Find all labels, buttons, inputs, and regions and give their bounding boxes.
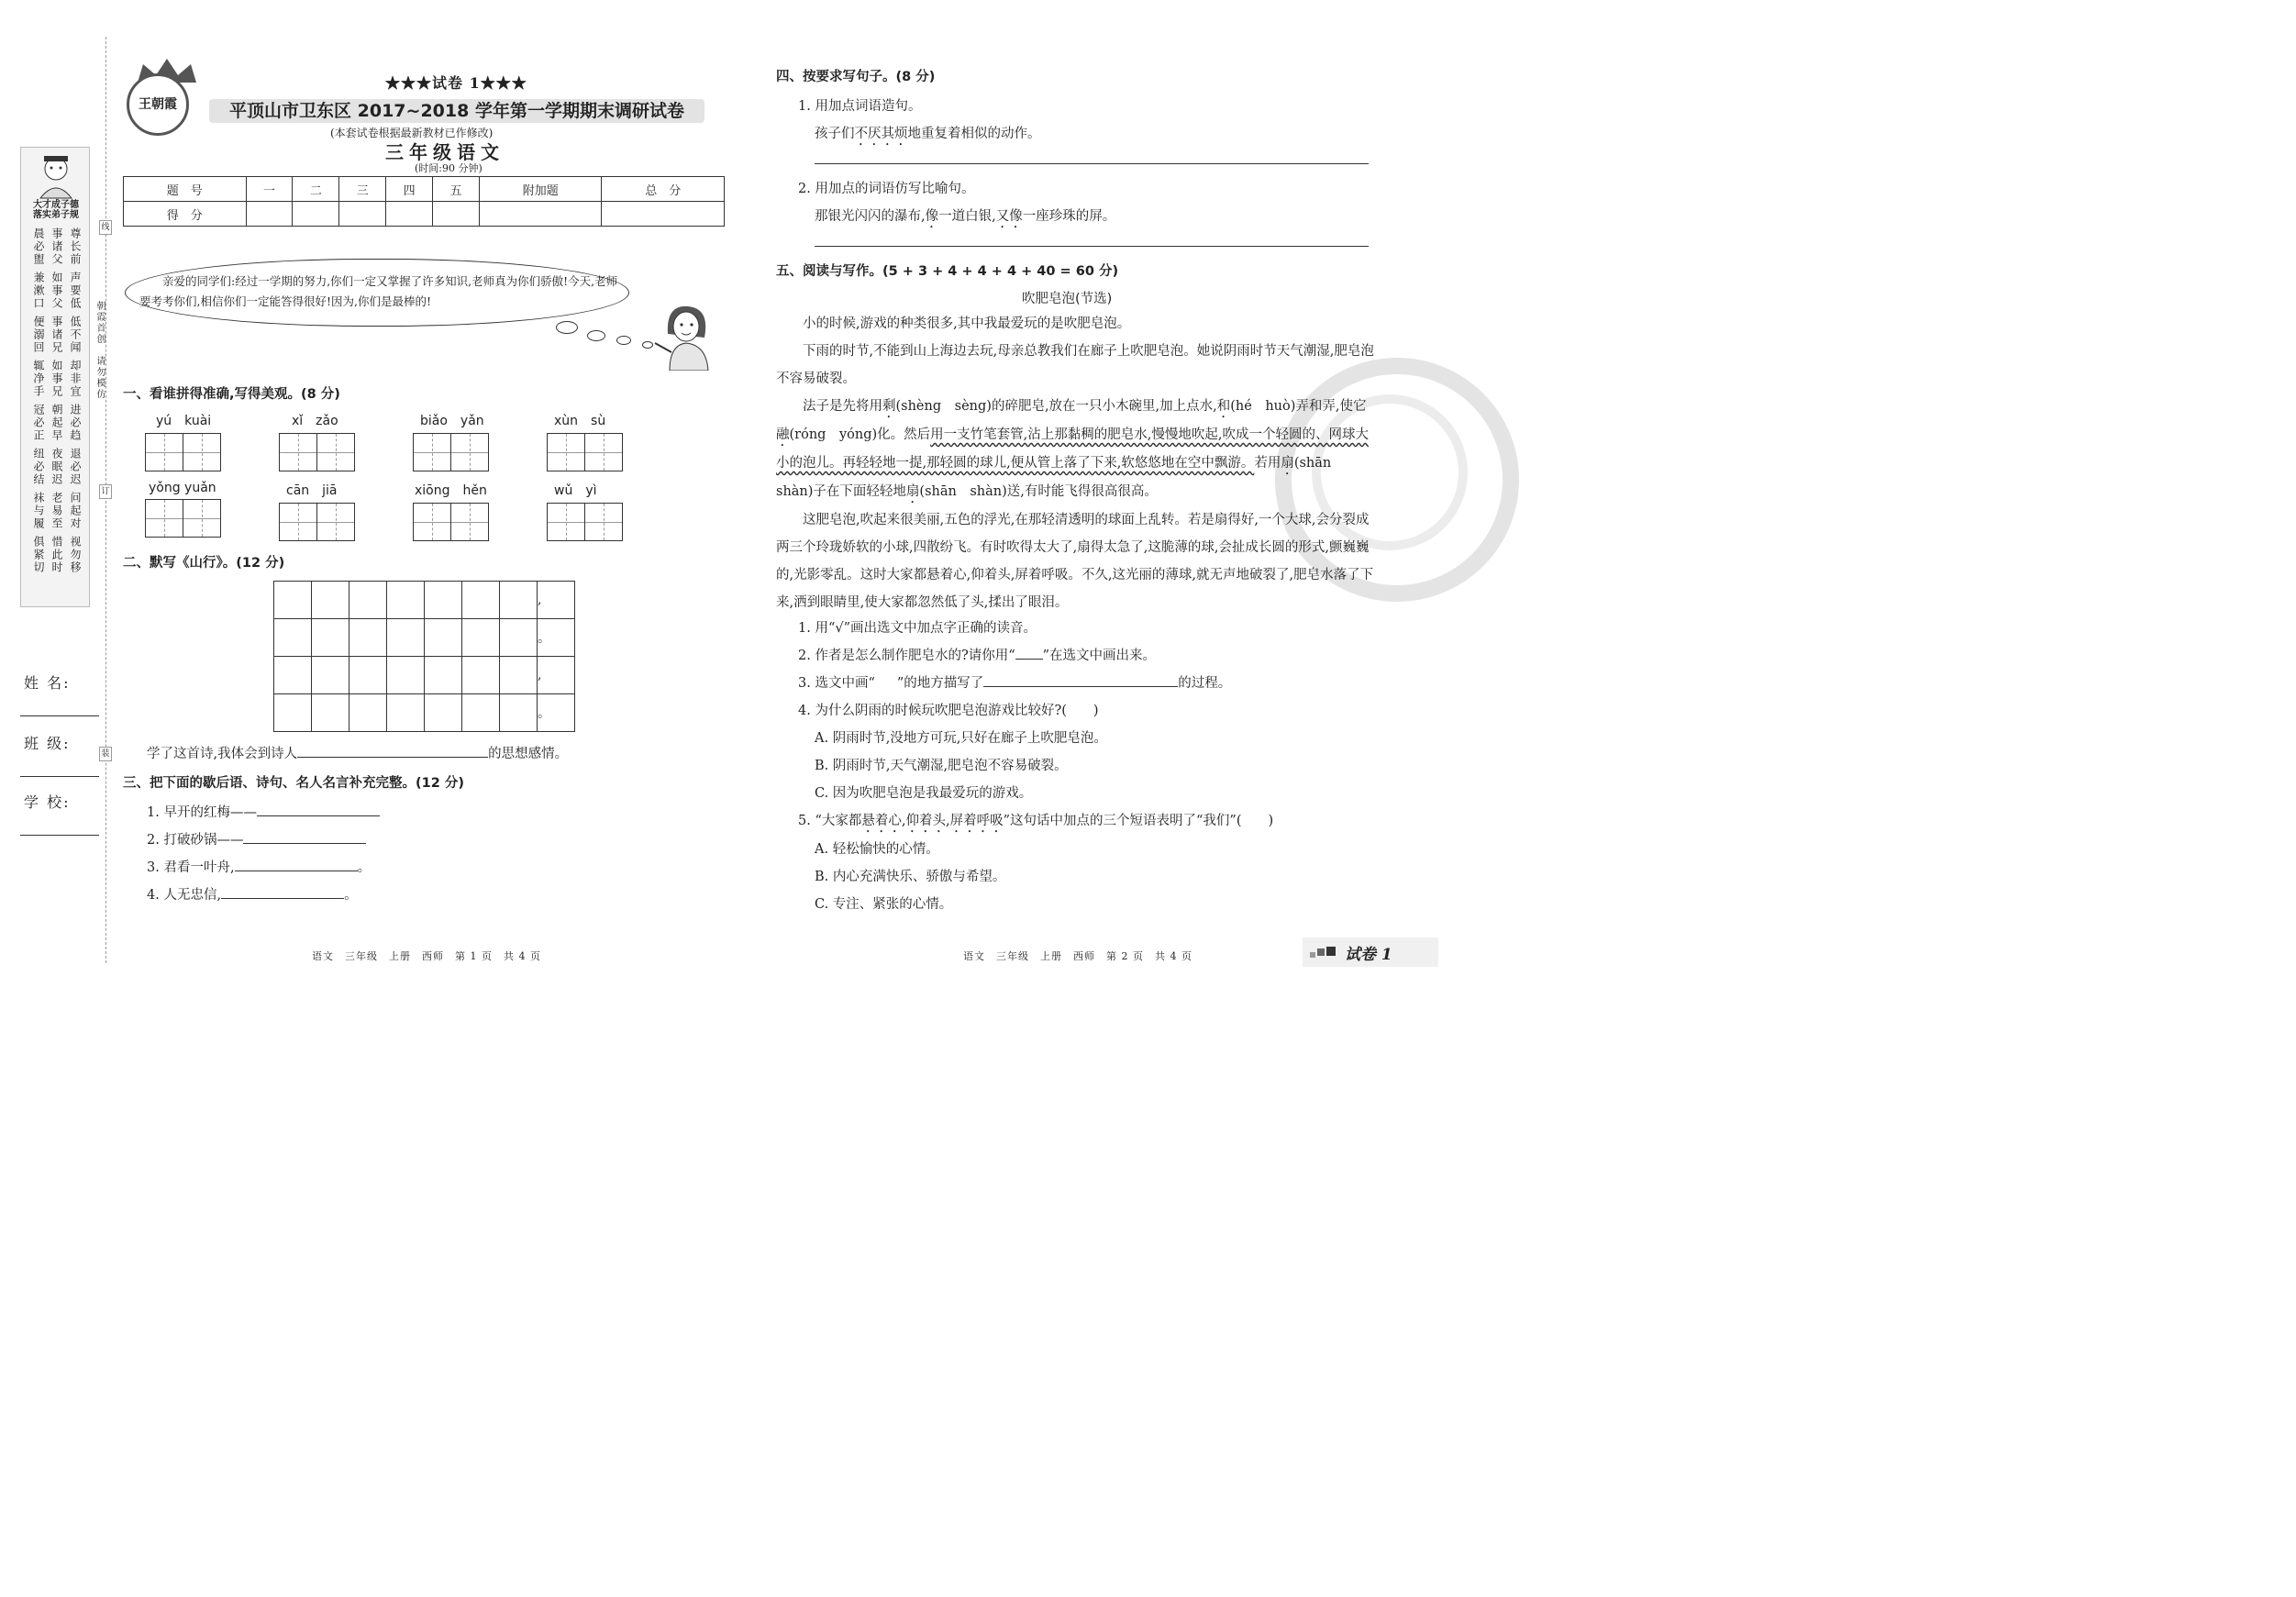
maxim: 晨必盥 <box>32 227 45 266</box>
sidebar-maxims <box>29 227 86 574</box>
revision-note: (本套试卷根据最新教材已作修改) <box>330 127 494 139</box>
teacher-greeting: 亲爱的同学们:经过一学期的努力,你们一定又掌握了许多知识,老师真为你们骄傲!今天,老师要考考你们,相信你们一定能答得很好!因为,你们是最棒的! <box>139 274 618 308</box>
section-2-title: 二、默写《山行》。(12 分) <box>123 556 285 571</box>
teacher-cartoon-icon <box>649 301 727 371</box>
maxim: 夜眠迟 <box>50 448 63 486</box>
maxim: 冠必正 <box>32 404 45 442</box>
passage-text: 法子是先将用 <box>803 399 882 414</box>
dotted-char: 和 <box>1216 399 1231 414</box>
s4-q2-sentence <box>815 205 1115 231</box>
score-table-cell: 一 <box>246 177 293 202</box>
score-input[interactable] <box>433 202 480 227</box>
question-text: 2. 作者是怎么制作肥皂水的?请你用“ <box>798 649 1015 663</box>
dotted-word: 不厌其烦 <box>854 127 908 141</box>
school-field[interactable] <box>20 835 99 836</box>
pinyin-label: xiōng hěn <box>415 483 487 498</box>
question-text: , <box>901 814 906 828</box>
sentence-text: 一道白银, <box>938 209 996 224</box>
bubble-dot <box>587 330 605 341</box>
motto-line-2: 落实弟子规 <box>33 210 79 220</box>
maxim: 如事父 <box>50 272 63 310</box>
exam-time: (时间:90 分钟) <box>415 162 482 174</box>
dotted-word: 屏着呼吸 <box>949 814 1004 828</box>
pinyin-item <box>145 411 220 471</box>
question-text: , <box>945 814 950 828</box>
pinyin-label: wǔ yì <box>554 483 597 498</box>
pinyin-label: xǐ zǎo <box>292 414 338 428</box>
dotted-char: 扇 <box>1281 456 1294 471</box>
dotted-char: 融 <box>776 427 790 442</box>
maxim: 退必迟 <box>69 448 82 486</box>
paragraph: 下雨的时节,不能到山上海边去玩,母亲总教我们在廊子上吹肥皂泡。她说阴雨时节天气潮湿,肥皂泡不容易破裂。 <box>776 344 1374 386</box>
corner-label: 试卷 1 <box>1345 946 1392 964</box>
answer-blank[interactable] <box>235 870 358 871</box>
maxim: 事诸兄 <box>50 316 63 354</box>
dotted-char: 扇 <box>905 484 920 499</box>
name-label: 姓 名: <box>24 674 71 692</box>
s4-q2: 2. 用加点的词语仿写比喻句。 <box>798 182 975 196</box>
score-table-score-row <box>124 202 725 227</box>
motto-line-1: 大才成子德 <box>33 200 79 210</box>
option[interactable]: C. 因为吹肥皂泡是我最爱玩的游戏。 <box>815 786 1033 801</box>
tianzige-grid[interactable] <box>279 433 354 471</box>
score-table <box>123 176 725 227</box>
question-text: 学了这首诗,我体会到诗人 <box>147 747 298 761</box>
fill-item <box>147 802 380 821</box>
question-text: 2. 打破砂锅—— <box>147 833 244 848</box>
poem-punct: 。 <box>538 619 575 657</box>
pinyin-label: biǎo yǎn <box>420 414 484 428</box>
section-3-title: 三、把下面的歇后语、诗句、名人名言补充完整。(12 分) <box>123 776 464 791</box>
wavy-symbol <box>875 670 897 697</box>
paragraph: 这肥皂泡,吹起来很美丽,五色的浮光,在那轻清透明的球面上乱转。若是扇得好,一个大球,会分裂成两三个玲珑娇软的小球,四散纷飞。有时吹得太大了,扇得太急了,这脆薄的球,会扯成长圆的形式,颤巍巍的,光影零乱。这时大家都悬着心,仰着头,屏着呼吸。不久,这光丽的薄球,就无声地破裂了,肥皂水落了下来,洒到眼睛里,使大家都忽然低了头,揉出了眼泪。 <box>776 513 1374 610</box>
answer-blank[interactable] <box>257 815 380 816</box>
bubble-dot <box>616 336 631 345</box>
fold-mark: 装 <box>99 747 112 761</box>
question: 4. 为什么阴雨的时候玩吹肥皂泡游戏比较好?( ) <box>798 704 1099 718</box>
exam-title: 平顶山市卫东区 2017~2018 学年第一学期期末调研试卷 <box>209 99 704 123</box>
margin-note-original: 朝霞首创 <box>94 301 105 345</box>
maxim: 尊长前 <box>69 227 82 266</box>
score-input[interactable] <box>602 202 725 227</box>
maxim: 朝起早 <box>50 404 63 442</box>
pinyin-item <box>413 411 488 471</box>
score-table-cell: 二 <box>293 177 339 202</box>
passage-text: (shān shàn)送,有时能飞得很高很高。 <box>919 484 1158 499</box>
option[interactable]: B. 阴雨时节,天气潮湿,肥皂泡不容易破裂。 <box>815 759 1068 773</box>
wavy-underlined-text: 用一支竹笔套管,沾上那黏稠的肥皂水,慢慢地吹起,吹成一个轻圆的、网球大小的泡儿。再轻轻地一提,那轻圆的球儿,便从管上落了下来,软悠悠地在空中飘游。 <box>776 427 1369 471</box>
option[interactable]: A. 阴雨时节,没地方可玩,只好在廊子上吹肥皂泡。 <box>815 731 1107 746</box>
question <box>798 642 1376 670</box>
poem-punct: 。 <box>538 694 575 732</box>
paragraph <box>776 393 1376 506</box>
passage-text: 若用 <box>1254 456 1281 471</box>
score-table-cell: 附加题 <box>479 177 602 202</box>
question-text: 的过程。 <box>1178 676 1232 691</box>
pinyin-item <box>413 481 488 541</box>
bubble-dot <box>556 321 578 334</box>
maxim: 兼漱口 <box>32 272 45 310</box>
sentence-text: 地重复着相似的动作。 <box>907 127 1041 141</box>
margin-note-no-copy: 请勿模仿 <box>94 356 105 400</box>
decorative-squares-icon <box>1310 945 1341 959</box>
dotted-word: 仰着头 <box>905 814 946 828</box>
tianzige-grid[interactable] <box>413 503 488 541</box>
question-text: ”的地方描写了 <box>896 676 984 691</box>
answer-blank[interactable] <box>221 897 344 899</box>
maxim: 视勿移 <box>69 536 82 574</box>
maxim: 事诸父 <box>50 227 63 266</box>
pinyin-label: cān jiā <box>286 483 338 498</box>
question <box>798 807 1376 836</box>
fold-line <box>105 37 106 963</box>
footer-page-2: 语文 三年级 上册 西师 第 2 页 共 4 页 <box>963 950 1192 962</box>
maxim: 低不闻 <box>69 316 82 354</box>
maxim: 纽必结 <box>32 448 45 486</box>
score-table-cell: 四 <box>386 177 433 202</box>
answer-blank[interactable] <box>297 756 488 758</box>
option[interactable]: A. 轻松愉快的心情。 <box>815 842 939 857</box>
pinyin-item <box>279 411 354 471</box>
pinyin-label: yú kuài <box>156 414 212 428</box>
passage-text: (shèng sèng)的碎肥皂,放在一只小木碗里,加上点水, <box>895 399 1217 414</box>
score-table-cell: 五 <box>433 177 480 202</box>
question-text: 3. 君看一叶舟, <box>147 860 235 875</box>
option[interactable]: C. 专注、紧张的心情。 <box>815 897 953 912</box>
fold-mark: 线 <box>99 220 112 235</box>
passage-title: 吹肥皂泡(节选) <box>1022 292 1113 306</box>
answer-line[interactable] <box>815 163 1369 164</box>
question-text: 。 <box>344 888 358 903</box>
tianzige-grid[interactable] <box>145 433 220 471</box>
s4-q1-sentence <box>815 123 1041 149</box>
poem-writing-grid[interactable] <box>273 581 575 732</box>
score-table-header-row <box>124 177 725 202</box>
reading-passage <box>776 310 1376 616</box>
poem-feeling-question <box>147 743 568 762</box>
grade-subject: 三年级语文 <box>385 141 505 163</box>
pinyin-label: yǒng yuǎn <box>149 481 216 495</box>
fill-item <box>147 829 366 848</box>
question-text: ”这句话中加点的三个短语表明了“我们”( ) <box>1003 814 1274 828</box>
maxim: 如事兄 <box>50 360 63 398</box>
answer-blank[interactable] <box>983 685 1178 687</box>
score-table-cell: 题 号 <box>124 177 247 202</box>
score-table-cell: 得 分 <box>124 202 247 227</box>
s4-q1: 1. 用加点词语造句。 <box>798 99 922 114</box>
question-text: 。 <box>357 860 372 875</box>
maxim: 便溺回 <box>32 316 45 354</box>
fill-item <box>147 857 371 876</box>
brand-logo: 王朝霞 <box>127 73 189 136</box>
score-table-cell: 三 <box>339 177 386 202</box>
answer-line[interactable] <box>815 246 1369 247</box>
pinyin-item <box>145 481 220 538</box>
pinyin-label: xùn sù <box>554 414 606 428</box>
score-table-cell: 总 分 <box>602 177 725 202</box>
maxim: 却非宜 <box>69 360 82 398</box>
sidebar-motto <box>26 200 86 220</box>
school-label: 学 校: <box>24 793 71 811</box>
section-5-title: 五、阅读与写作。(5 + 3 + 4 + 4 + 4 + 40 = 60 分) <box>776 264 1119 279</box>
maxim: 声要低 <box>69 272 82 310</box>
dotted-word: 悬着心 <box>861 814 902 828</box>
tianzige-grid[interactable] <box>413 433 488 471</box>
paragraph: 小的时候,游戏的种类很多,其中我最爱玩的是吹肥皂泡。 <box>803 316 1131 331</box>
poem-punct: , <box>538 582 575 619</box>
poem-punct: , <box>538 657 575 694</box>
question <box>798 670 1376 697</box>
tianzige-grid[interactable] <box>547 433 622 471</box>
sentence-text: 那银光闪闪的瀑布, <box>815 209 926 224</box>
sentence-text: 孩子们 <box>815 127 855 141</box>
score-input[interactable] <box>339 202 386 227</box>
class-field[interactable] <box>20 776 99 777</box>
maxim: 辄净手 <box>32 360 45 398</box>
maxim: 进必趋 <box>69 404 82 442</box>
maxim: 问起对 <box>69 492 82 530</box>
section-4-title: 四、按要求写句子。(8 分) <box>776 70 936 84</box>
question-text: 1. 早开的红梅—— <box>147 805 257 820</box>
question: 1. 用“√”画出选文中加点字正确的读音。 <box>798 621 1037 636</box>
section-1-title: 一、看谁拼得准确,写得美观。(8 分) <box>123 387 340 402</box>
question-text: 5. “大家都 <box>798 814 862 828</box>
fold-mark: 订 <box>99 484 112 499</box>
answer-blank[interactable] <box>243 842 366 844</box>
option[interactable]: B. 内心充满快乐、骄傲与希望。 <box>815 870 1006 884</box>
maxim: 老易至 <box>50 492 63 530</box>
score-input[interactable] <box>246 202 293 227</box>
question-text: 4. 人无忠信, <box>147 888 222 903</box>
passage-text: (róng yóng)化。然后 <box>789 427 931 442</box>
student-cartoon-icon <box>31 150 81 200</box>
maxim: 袜与履 <box>32 492 45 530</box>
class-label: 班 级: <box>24 735 71 752</box>
name-field[interactable] <box>20 715 99 716</box>
question-text: ”在选文中画出来。 <box>1042 649 1157 663</box>
dotted-word: 又像 <box>995 209 1023 224</box>
pinyin-item <box>547 411 622 471</box>
score-input[interactable] <box>479 202 602 227</box>
underline-symbol <box>1015 658 1043 660</box>
fill-item <box>147 884 358 904</box>
passage-text: (shān shàn)子在下面轻轻地 <box>776 456 1345 499</box>
series-label: ★★★试卷 1★★★ <box>385 74 527 92</box>
score-input[interactable] <box>386 202 433 227</box>
maxim: 俱紧切 <box>32 536 45 574</box>
sentence-text: 一座珍珠的屏。 <box>1022 209 1116 224</box>
pinyin-item <box>279 481 354 541</box>
passage-text: (hé huò)弄和弄,使它 <box>1230 399 1367 414</box>
question-text: 的思想感情。 <box>488 747 569 761</box>
score-input[interactable] <box>293 202 339 227</box>
footer-page-1: 语文 三年级 上册 西师 第 1 页 共 4 页 <box>312 950 541 962</box>
question-text: 3. 选文中画“ <box>798 676 875 691</box>
tianzige-grid[interactable] <box>279 503 354 541</box>
tianzige-grid[interactable] <box>145 499 220 538</box>
pinyin-item <box>547 481 622 541</box>
dotted-char: 剩 <box>882 399 896 414</box>
tianzige-grid[interactable] <box>547 503 622 541</box>
reading-questions <box>798 615 1376 918</box>
maxim: 惜此时 <box>50 536 63 574</box>
dotted-word: 像 <box>925 209 939 224</box>
